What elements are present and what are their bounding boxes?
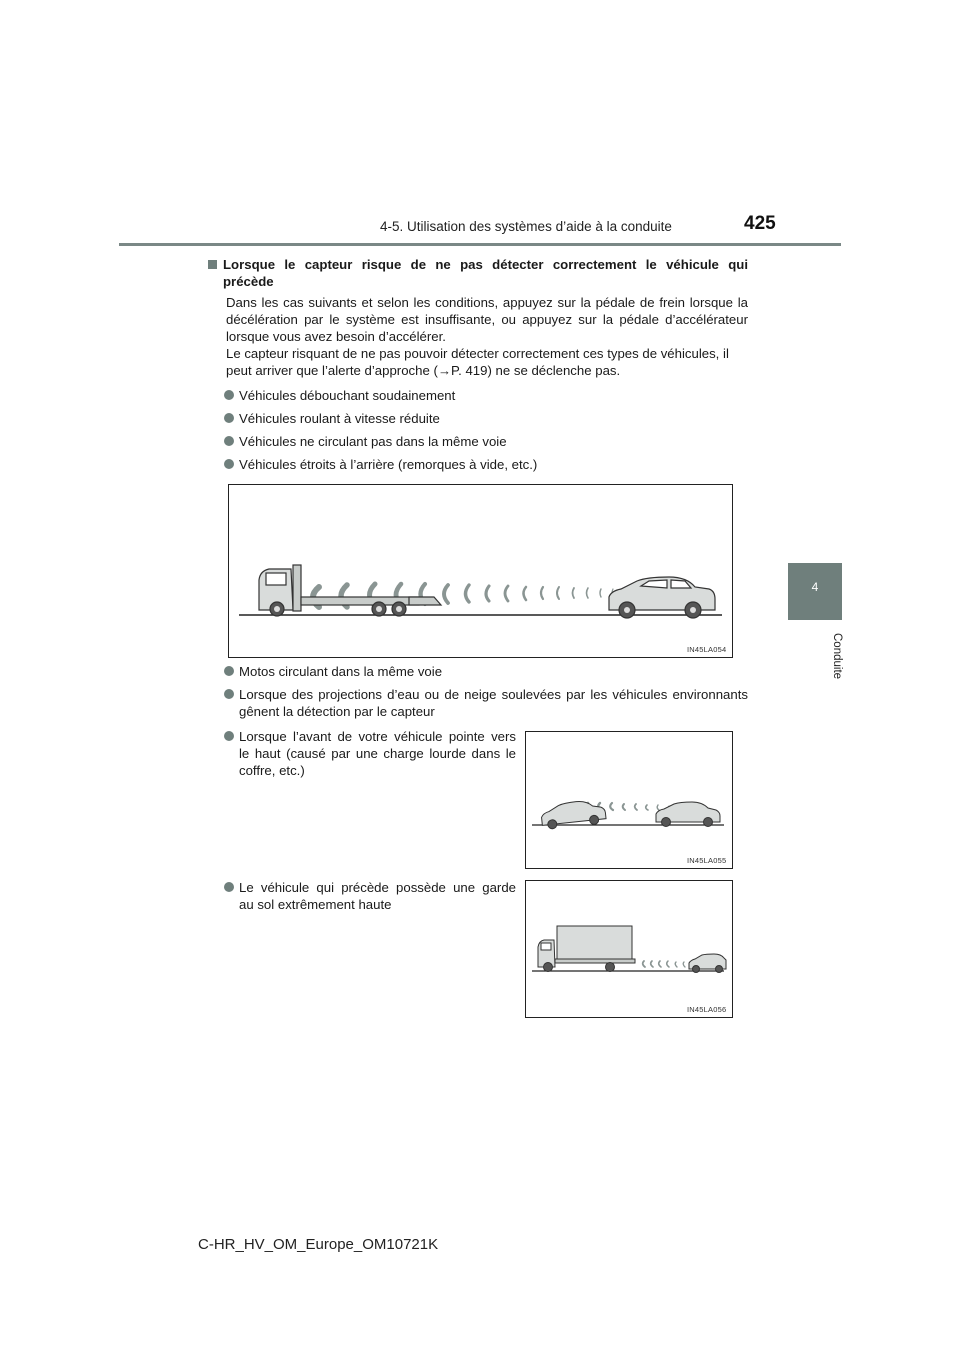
para-line: Le capteur risquant de ne pas pouvoir détecter correctement ces types de véhicules, il [226,346,729,361]
chapter-tab: 4 [788,563,842,620]
para-line: lorsque vous avez besoin d’accélérer. [226,329,446,344]
bullet-icon [224,413,234,423]
figure-nose-up [525,731,733,869]
header-divider [119,243,841,246]
figure-high-clearance [525,880,733,1018]
para-line: décélération par le système est insuffisante, ou appuyez sur la pédale d’accélérateur [226,312,748,327]
page-number: 425 [744,213,776,234]
illustration-nose-up [526,732,732,868]
document-id: C-HR_HV_OM_Europe_OM10721K [198,1236,439,1253]
list-item [224,728,516,779]
heading-line-1: Lorsque le capteur risque de ne pas détecter correctement le véhicule qui [223,257,748,272]
figure-code: IN45LA054 [687,645,727,654]
heading-line-2: précède [223,274,274,289]
list-item: Véhicules débouchant soudainement [224,387,748,404]
list-item: Véhicules roulant à vitesse réduite [224,410,748,427]
list-item: Motos circulant dans la même voie [224,663,748,680]
list-item: Véhicules ne circulant pas dans la même voie [224,433,748,450]
bullet-line: coffre, etc.) [239,763,305,778]
figure-code: IN45LA056 [687,1005,727,1014]
bullet-icon [224,689,234,699]
running-header-title: 4-5. Utilisation des systèmes d’aide à la conduite [380,219,672,234]
list-item [224,686,748,720]
bullet-line: Lorsque l’avant de votre véhicule pointe vers [239,729,516,744]
bullet-line: Lorsque des projections d’eau ou de neige soulevées par les véhicules environnants [239,687,748,702]
bullet-icon [224,436,234,446]
bullet-icon [224,882,234,892]
list-item: Véhicules étroits à l’arrière (remorques à vide, etc.) [224,456,748,473]
illustration-truck-trailer [229,485,732,657]
illustration-high-truck [526,881,732,1017]
section-heading [208,256,748,290]
bullet-icon [224,666,234,676]
list-item [224,879,516,913]
bullet-line: le haut (causé par une charge lourde dans le [239,746,516,761]
bullet-line: Le véhicule qui précède possède une garde [239,880,516,895]
chapter-label: Conduite [831,633,843,680]
para-line: peut arriver que l’alerte d’approche (→P. 419) ne se déclenche pas. [226,363,621,378]
bullet-icon [224,731,234,741]
bullet-line: gênent la détection par le capteur [239,704,435,719]
para-line: Dans les cas suivants et selon les conditions, appuyez sur la pédale de frein lorsque la [226,295,748,310]
bullet-icon [224,390,234,400]
figure-empty-trailer [228,484,733,658]
bullet-line: au sol extrêmement haute [239,897,392,912]
intro-paragraph [226,294,748,379]
figure-code: IN45LA055 [687,856,727,865]
heading-square-icon [208,260,217,269]
bullet-icon [224,459,234,469]
